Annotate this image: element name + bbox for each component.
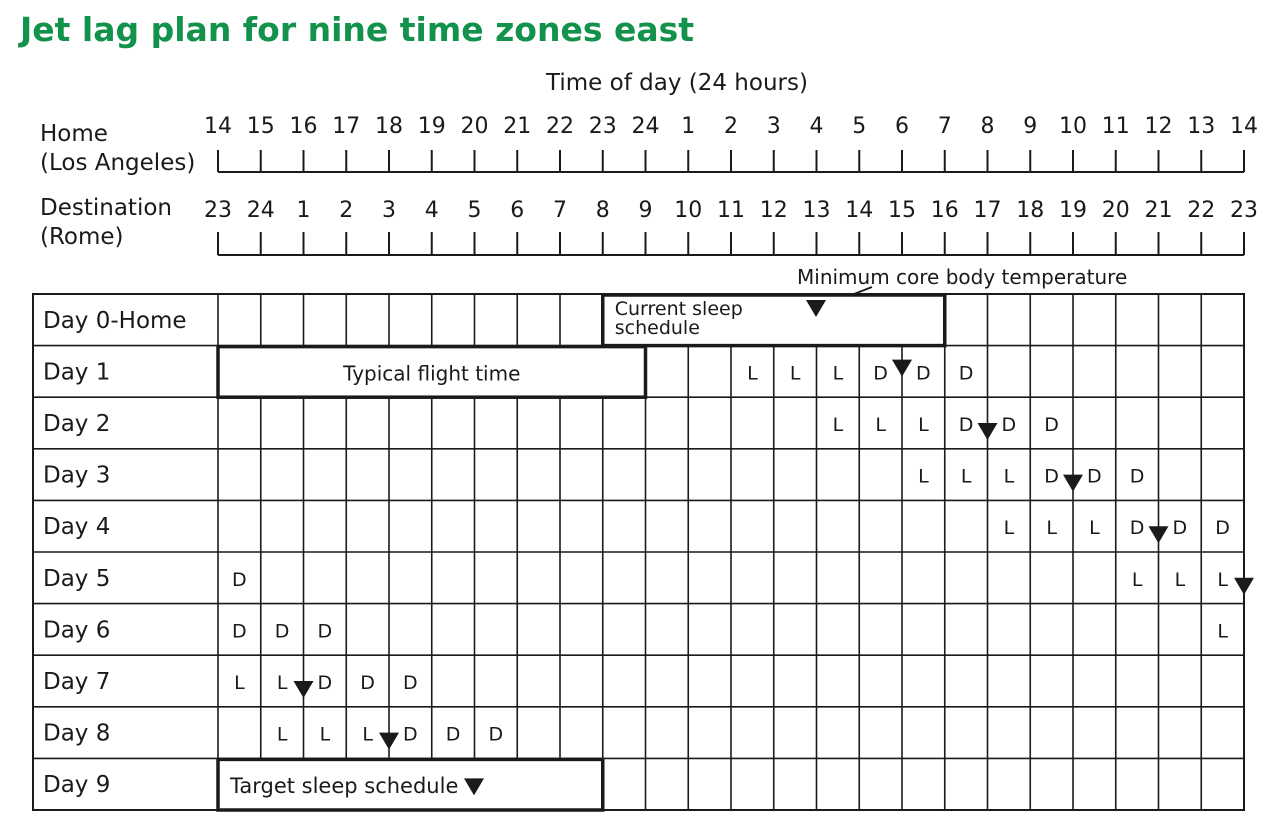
- home-hour-label: 1: [681, 114, 696, 139]
- dest-hour-label: 13: [802, 198, 831, 223]
- light-mark: L: [832, 362, 844, 385]
- light-mark: L: [1003, 517, 1015, 540]
- dest-hour-label: 9: [638, 198, 653, 223]
- dark-mark: D: [1172, 517, 1188, 540]
- dest-hour-label: 12: [759, 198, 788, 223]
- home-label-city: (Los Angeles): [40, 150, 196, 176]
- home-hour-label: 3: [766, 114, 781, 139]
- dest-hour-label: 16: [930, 198, 959, 223]
- light-mark: L: [319, 723, 331, 746]
- home-hour-label: 14: [204, 114, 232, 139]
- dark-mark: D: [958, 414, 974, 436]
- dark-mark: D: [232, 568, 247, 591]
- home-hour-label: 14: [1230, 114, 1258, 139]
- home-hour-label: 6: [895, 114, 909, 139]
- dest-hour-label: 24: [246, 198, 275, 223]
- home-hour-label: 2: [724, 114, 738, 139]
- dest-hour-label: 5: [467, 198, 482, 223]
- dark-mark: D: [916, 362, 931, 385]
- day-label: Day 5: [43, 565, 111, 592]
- home-hour-label: 23: [588, 114, 617, 139]
- temp-min-marker: [379, 733, 399, 750]
- temp-min-marker: [1234, 578, 1254, 595]
- light-mark: L: [960, 465, 972, 488]
- temp-min-marker: [892, 360, 912, 377]
- home-hour-label: 7: [937, 114, 952, 139]
- day-label: Day 4: [43, 514, 111, 541]
- temp-min-marker: [294, 681, 314, 698]
- home-hour-label: 19: [417, 114, 446, 139]
- current-sleep-box-label: schedule: [614, 317, 700, 339]
- light-mark: L: [276, 723, 288, 746]
- dark-mark: D: [360, 672, 375, 694]
- dest-hour-label: 22: [1187, 198, 1216, 223]
- home-hour-label: 12: [1144, 114, 1173, 139]
- day-label: Day 7: [43, 669, 111, 695]
- day-label: Day 3: [43, 462, 111, 489]
- day-label: Day 9: [43, 772, 111, 799]
- dest-hour-label: 8: [595, 198, 610, 223]
- dest-hour-label: 17: [973, 198, 1002, 223]
- dest-label: Destination: [40, 195, 172, 221]
- current-sleep-box-label: Current sleep: [614, 298, 743, 320]
- dark-mark: D: [1129, 465, 1145, 488]
- dark-mark: D: [1215, 517, 1230, 540]
- dest-hour-label: 23: [204, 198, 232, 223]
- light-mark: L: [918, 414, 929, 436]
- home-hour-label: 9: [1023, 114, 1038, 139]
- dark-mark: D: [873, 362, 888, 385]
- dest-hour-label: 14: [845, 198, 874, 223]
- day-label: Day 8: [43, 720, 111, 747]
- dark-mark: D: [1001, 414, 1017, 436]
- home-hour-label: 24: [631, 114, 660, 139]
- light-mark: L: [1003, 465, 1015, 488]
- dark-mark: D: [445, 723, 461, 746]
- light-mark: L: [362, 723, 373, 746]
- light-mark: L: [276, 672, 288, 694]
- dest-hour-label: 1: [296, 198, 311, 223]
- dest-label-city: (Rome): [40, 224, 124, 250]
- dest-hour-label: 19: [1059, 198, 1087, 223]
- dark-mark: D: [1129, 517, 1145, 540]
- home-hour-label: 8: [980, 114, 995, 139]
- home-hour-label: 5: [852, 114, 867, 139]
- day-label: Day 0-Home: [43, 307, 187, 334]
- home-hour-label: 16: [289, 114, 318, 139]
- dark-mark: D: [274, 620, 290, 643]
- light-mark: L: [918, 465, 929, 488]
- home-hour-label: 17: [332, 114, 361, 139]
- dark-mark: D: [1044, 414, 1059, 436]
- home-hour-label: 18: [375, 114, 403, 139]
- dest-hour-label: 20: [1101, 198, 1130, 223]
- home-hour-label: 4: [809, 114, 824, 139]
- dest-hour-label: 2: [339, 198, 354, 223]
- dark-mark: D: [958, 362, 974, 385]
- temp-min-marker: [978, 423, 998, 440]
- day-label: Day 6: [43, 617, 111, 644]
- light-mark: L: [234, 672, 245, 694]
- light-mark: L: [1046, 517, 1057, 540]
- light-mark: L: [1089, 517, 1100, 540]
- dark-mark: D: [317, 672, 333, 694]
- home-hour-label: 10: [1059, 114, 1087, 139]
- dark-mark: D: [488, 723, 504, 746]
- day-label: Day 2: [43, 411, 111, 437]
- min-temp-label: Minimum core body temperature: [797, 265, 1128, 289]
- dark-mark: D: [232, 620, 247, 643]
- home-hour-label: 11: [1101, 114, 1130, 139]
- dest-hour-label: 21: [1144, 198, 1173, 223]
- dark-mark: D: [403, 672, 418, 694]
- dark-mark: D: [317, 620, 333, 643]
- temp-min-marker: [1149, 526, 1169, 543]
- dark-mark: D: [403, 723, 418, 746]
- typical-flight-box-label: Typical flight time: [343, 361, 521, 386]
- dest-hour-label: 4: [424, 198, 439, 223]
- axis-title: Time of day (24 hours): [546, 70, 808, 96]
- target-sleep-box-label: Target sleep schedule: [230, 774, 459, 799]
- light-mark: L: [1174, 568, 1186, 591]
- dest-hour-label: 11: [717, 198, 745, 223]
- dest-hour-label: 3: [382, 198, 396, 223]
- dest-hour-label: 18: [1016, 198, 1045, 223]
- day-label: Day 1: [43, 359, 111, 386]
- light-mark: L: [1131, 568, 1143, 591]
- dark-mark: D: [1087, 465, 1102, 488]
- dest-hour-label: 6: [510, 198, 525, 223]
- temp-min-marker: [1063, 475, 1083, 492]
- home-hour-label: 21: [503, 114, 532, 139]
- dest-hour-label: 7: [553, 198, 567, 223]
- dest-hour-label: 23: [1230, 198, 1258, 223]
- home-hour-label: 22: [546, 114, 574, 139]
- dark-mark: D: [1044, 465, 1059, 488]
- light-mark: L: [747, 362, 758, 385]
- light-mark: L: [832, 414, 844, 436]
- home-label: Home: [40, 121, 108, 147]
- home-hour-label: 20: [460, 114, 489, 139]
- home-hour-label: 15: [246, 114, 275, 139]
- light-mark: L: [1217, 568, 1228, 591]
- dest-hour-label: 15: [888, 198, 916, 223]
- light-mark: L: [789, 362, 801, 385]
- dest-hour-label: 10: [674, 198, 703, 223]
- light-mark: L: [875, 414, 886, 436]
- home-hour-label: 13: [1187, 114, 1216, 139]
- page-title: Jet lag plan for nine time zones east: [20, 10, 695, 49]
- light-mark: L: [1217, 620, 1228, 643]
